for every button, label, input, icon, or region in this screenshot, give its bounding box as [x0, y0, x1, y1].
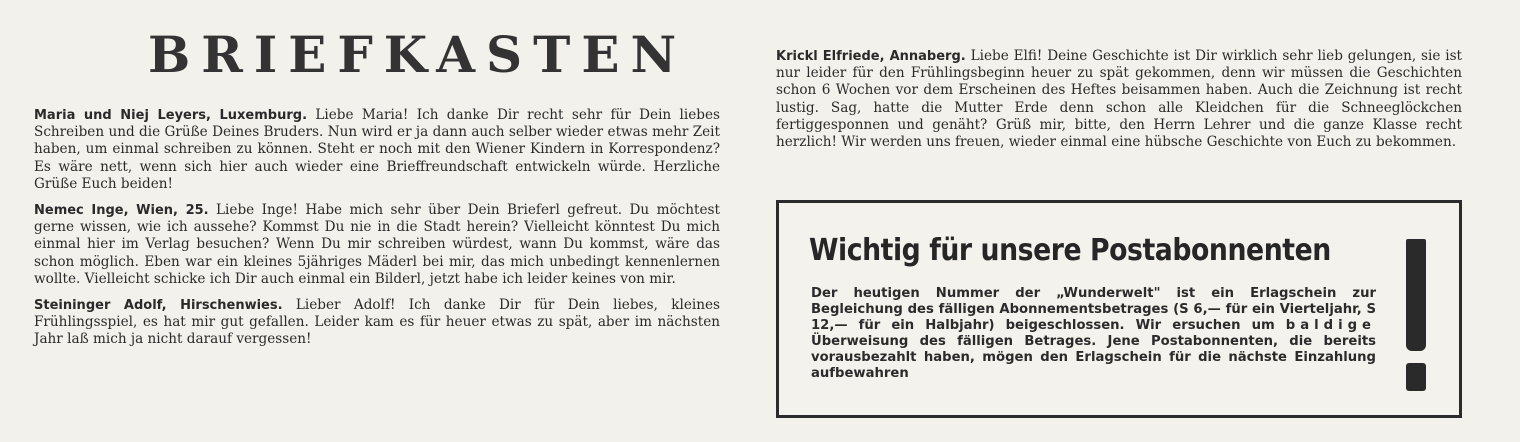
letter-recipient: Nemec Inge, Wien, 25. — [34, 203, 209, 219]
letter-recipient: Maria und Niej Leyers, Luxemburg. — [34, 108, 308, 123]
letter — [776, 48, 1462, 151]
page-title: BRIEFKASTEN — [148, 25, 688, 84]
letter-text: Liebe Inge! Habe mich sehr über Dein Brieferl gefreut. Du möchtest gerne wissen, wie ich aussehe? Kommst Du nie in die Stadt herein? Vielleicht könntest Du mich einmal hier im Verlag besuchen? Wenn Du mir schreiben würdest, wann Du kommst, wäre das schon möglich. Eben war ein kleines 5jähriges Mäderl bei mir, das mich unbedingt kennenlernen wollte. Vielleicht schicke ich Dir auch einmal ein Bilderl, jetzt habe ich leider keines von mir. — [34, 202, 720, 287]
exclamation-mark-icon — [1400, 239, 1432, 394]
notice-heading: Wichtig für unsere Postabonnenten — [809, 233, 1331, 268]
letter — [34, 297, 720, 349]
letter — [34, 107, 720, 193]
left-column — [34, 107, 720, 358]
subscriber-notice-box — [776, 200, 1462, 418]
exclamation-dot — [1406, 363, 1426, 391]
letter-text: Lieber Adolf! Ich danke Dir für Dein liebes, kleines Frühlingsspiel, es hat mir gut gefallen. Leider kam es für heuer etwas zu spät, aber im nächsten Jahr laß mich ja nicht darauf vergessen! — [34, 297, 720, 348]
notice-text: Der heutigen Nummer der „Wunderwelt" ist ein Erlagschein zur Begleichung des fälligen Abonnementsbetrages (S 6,— für ein Vierteljahr, S 12,— für ein Halbjahr) beigeschlossen. Wir ersuchen um — [811, 286, 1376, 333]
notice-text: Überweisung des fälligen Betrages. Jene Postabonnenten, die bereits vorausbezahlt haben, mögen den Erlagschein für die nächste Einzahlung aufbewahren — [811, 334, 1376, 381]
notice-emphasis: baldige — [1285, 318, 1376, 333]
notice-body — [811, 286, 1376, 382]
letter — [34, 202, 720, 288]
letter-text: Liebe Maria! Ich danke Dir recht sehr für Dein liebes Schreiben und die Grüße Deines Bruders. Nun wird er ja dann auch selber wieder etwas mehr Zeit haben, um einmal schreiben zu können. Steht er noch mit den Wiener Kindern in Korrespondenz? Es wäre nett, wenn sich hier auch wieder eine Brieffreundschaft entwickeln würde. Herzliche Grüße Euch beiden! — [34, 107, 721, 192]
letter-recipient: Steininger Adolf, Hirschenwies. — [34, 298, 283, 314]
exclamation-bar — [1406, 239, 1426, 351]
right-column — [776, 48, 1462, 160]
letter-text: Liebe Elfi! Deine Geschichte ist Dir wirklich sehr lieb gelungen, sie ist nur leider für den Frühlingsbeginn heuer zu spät gekommen, denn wir müssen die Geschichten schon 6 Wochen vor dem Erscheinen des Heftes beisammen haben. Auch die Zeichnung ist recht lustig. Sag, hatte die Mutter Erde denn schon alle Kleidchen für die Schneeglöckchen fertiggesponnen und genäht? Grüß mir, bitte, den Herrn Lehrer und die ganze Klasse recht herzlich! Wir werden uns freuen, wieder einmal eine hübsche Geschichte von Euch zu bekommen. — [776, 48, 1463, 151]
letter-recipient: Krickl Elfriede, Annaberg. — [776, 49, 966, 64]
